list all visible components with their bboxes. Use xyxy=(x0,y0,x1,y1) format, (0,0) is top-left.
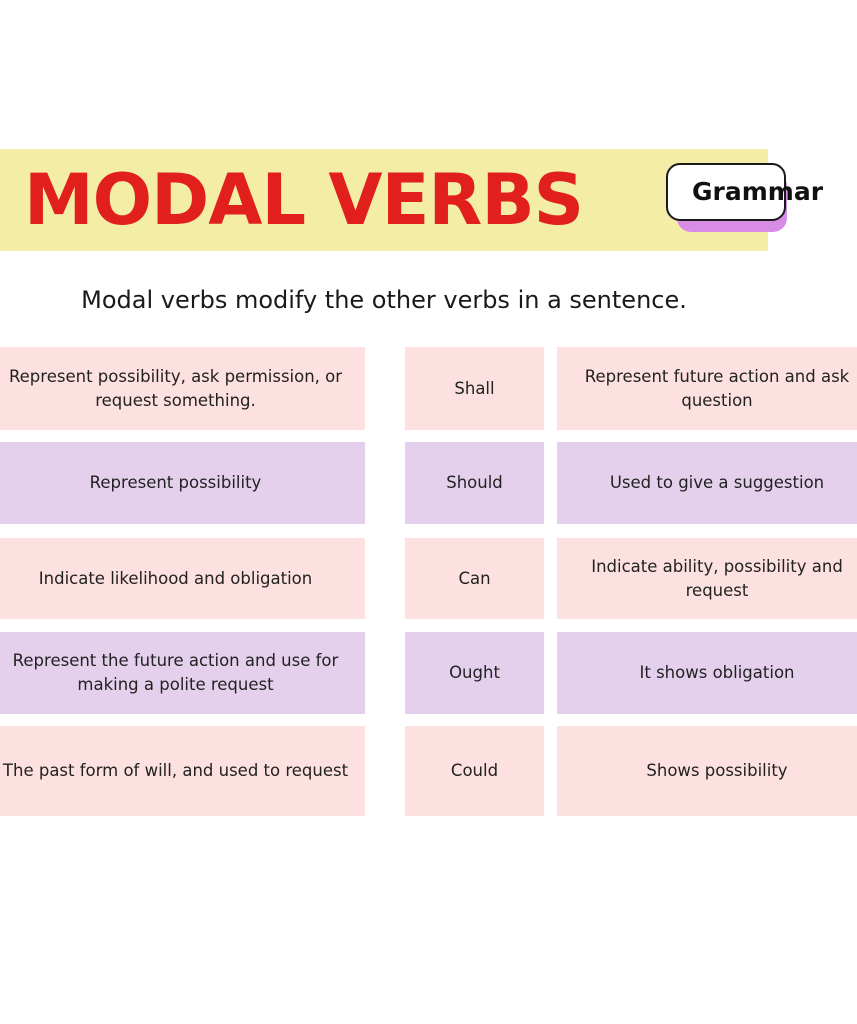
table-cell-usage: Indicate ability, possibility and request xyxy=(557,538,857,619)
table-cell-description: Represent the future action and use for making a polite request xyxy=(0,632,365,714)
table-cell-usage: Represent future action and ask question xyxy=(557,347,857,430)
table-cell-modal: Can xyxy=(405,538,544,619)
table-cell-usage: It shows obligation xyxy=(557,632,857,714)
grammar-badge: Grammar xyxy=(666,163,786,221)
table-cell-description: Indicate likelihood and obligation xyxy=(0,538,365,619)
table-cell-usage: Shows possibility xyxy=(557,726,857,816)
table-cell-modal: Should xyxy=(405,442,544,524)
table-cell-description: The past form of will, and used to request xyxy=(0,726,365,816)
table-cell-modal: Shall xyxy=(405,347,544,430)
table-cell-description: Represent possibility, ask permission, or request something. xyxy=(0,347,365,430)
table-cell-usage: Used to give a suggestion xyxy=(557,442,857,524)
page-title: MODAL VERBS xyxy=(24,159,584,241)
table-cell-modal: Ought xyxy=(405,632,544,714)
table-cell-description: Represent possibility xyxy=(0,442,365,524)
table-cell-modal: Could xyxy=(405,726,544,816)
subtitle: Modal verbs modify the other verbs in a sentence. xyxy=(81,286,687,314)
